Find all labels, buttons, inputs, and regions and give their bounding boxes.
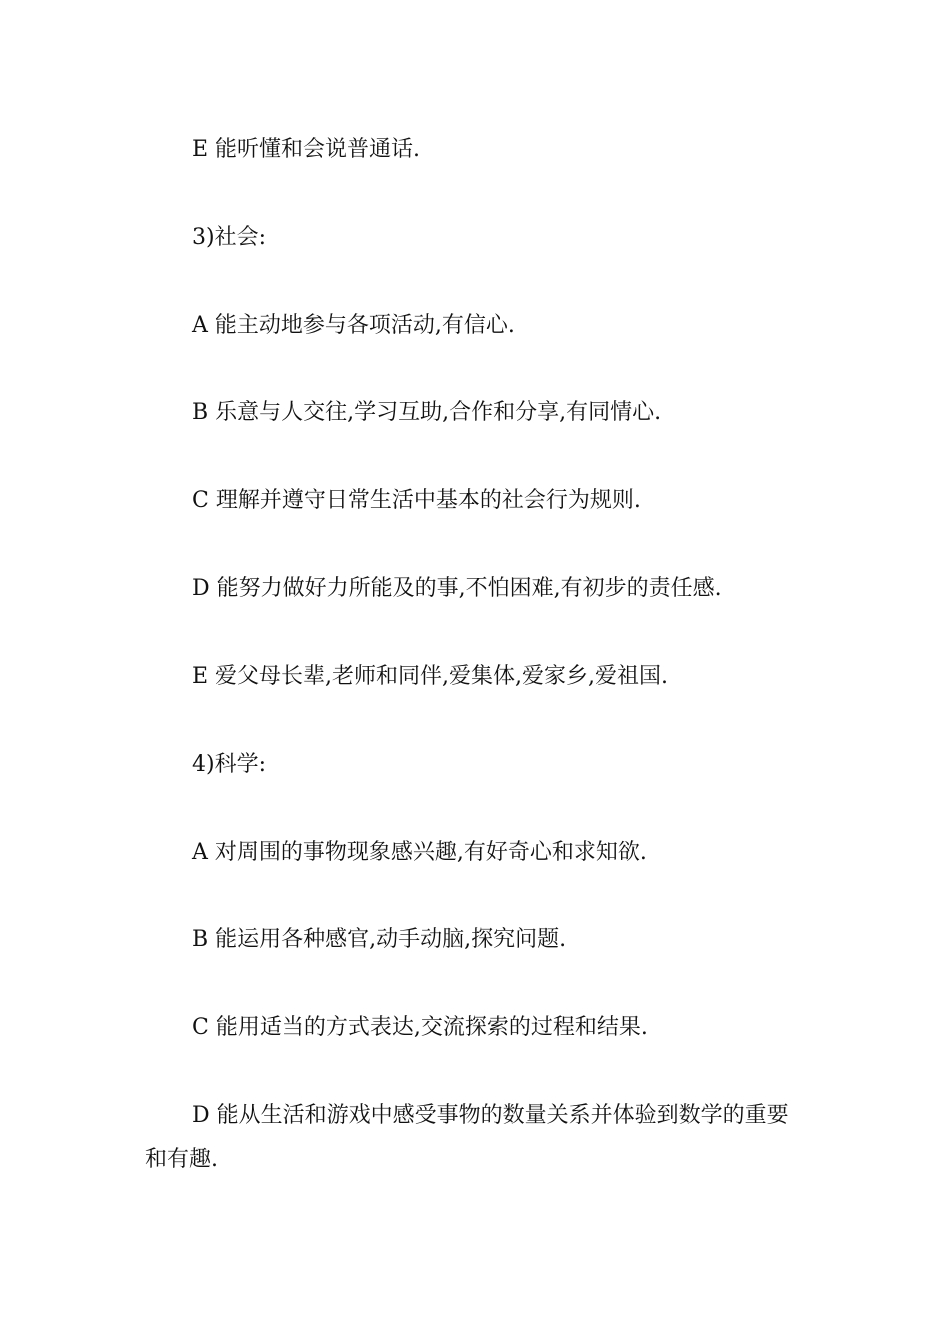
paragraph-social-e: E 爱父母长辈,老师和同伴,爱集体,爱家乡,爱祖国. [192, 664, 669, 689]
paragraph-language-e: E 能听懂和会说普通话. [192, 137, 421, 162]
section-heading-science: 4)科学: [192, 752, 266, 777]
paragraph-science-d: D 能从生活和游戏中感受事物的数量关系并体验到数学的重要和有趣. [145, 1103, 789, 1172]
paragraph-science-c: C 能用适当的方式表达,交流探索的过程和结果. [192, 1015, 648, 1040]
section-heading-social: 3)社会: [192, 225, 266, 250]
paragraph-science-b: B 能运用各种感官,动手动脑,探究问题. [192, 927, 567, 952]
paragraph-science-a: A 对周围的事物现象感兴趣,有好奇心和求知欲. [192, 840, 647, 865]
paragraph-social-c: C 理解并遵守日常生活中基本的社会行为规则. [192, 488, 641, 513]
paragraph-social-b: B 乐意与人交往,学习互助,合作和分享,有同情心. [192, 400, 662, 425]
paragraph-social-a: A 能主动地参与各项活动,有信心. [192, 313, 515, 338]
paragraph-social-d: D 能努力做好力所能及的事,不怕困难,有初步的责任感. [192, 576, 722, 601]
